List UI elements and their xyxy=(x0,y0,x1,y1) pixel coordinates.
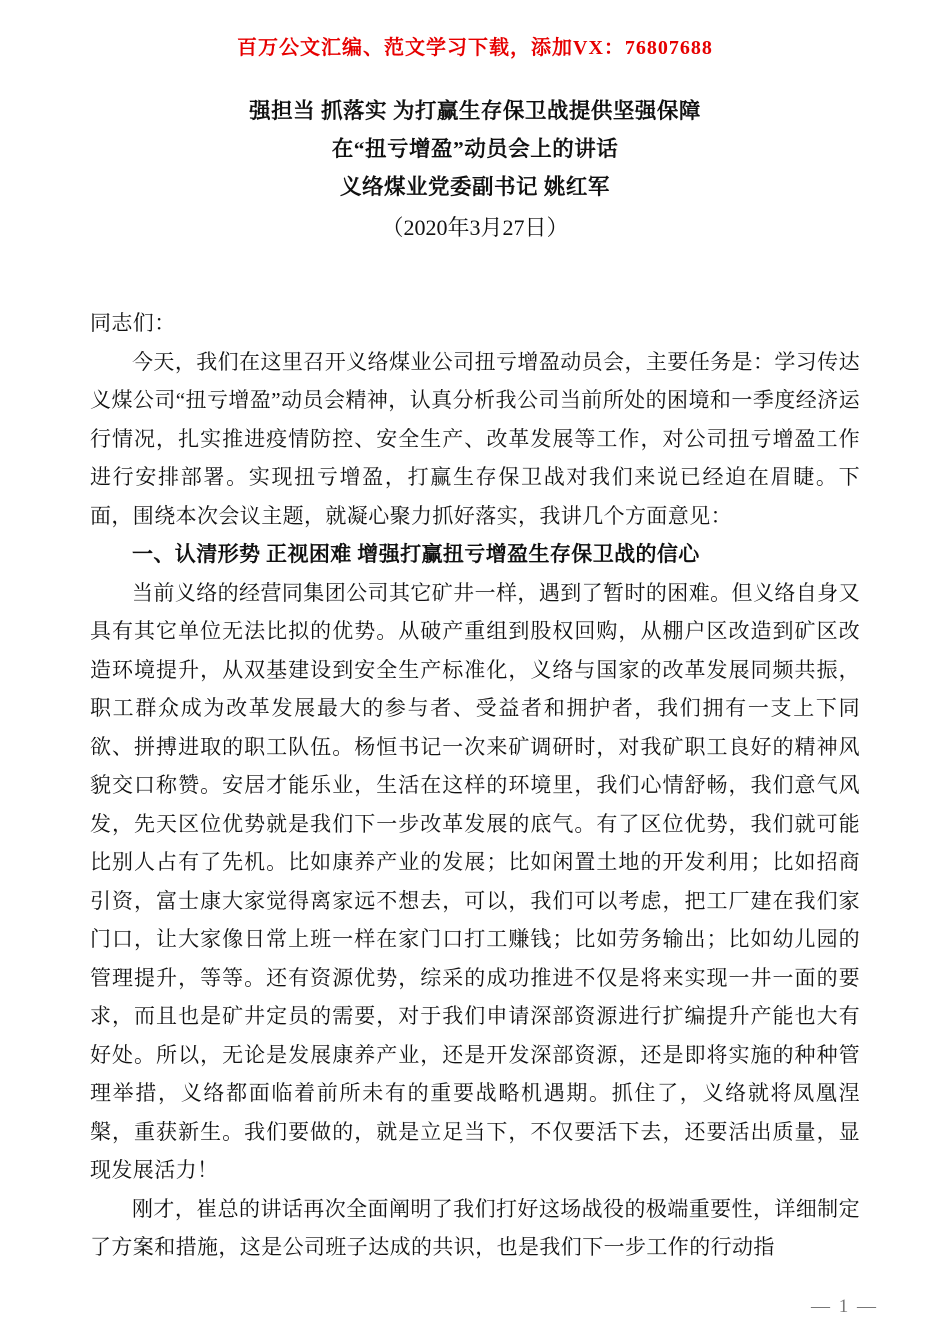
header-promo-text: 百万公文汇编、范文学习下载，添加VX：76807688 xyxy=(237,37,713,59)
document-body xyxy=(90,304,860,1267)
body-paragraph-2: 当前义络的经营同集团公司其它矿井一样，遇到了暂时的困难。但义络自身又具有其它单位无法比拟的优势。从破产重组到股权回购，从棚户区改造到矿区改造环境提升，从双基建设到安全生产标准化，义络与国家的改革发展同频共振，职工群众成为改革发展最大的参与者、受益者和拥护者，我们拥有一支上下同欲、拼搏进取的职工队伍。杨恒书记一次来矿调研时，对我矿职工良好的精神风貌交口称赞。安居才能乐业，生活在这样的环境里，我们心情舒畅，我们意气风发，先天区位优势就是我们下一步改革发展的底气。有了区位优势，我们就可能比别人占有了先机。比如康养产业的发展；比如闲置土地的开发利用；比如招商引资，富士康大家觉得离家远不想去，可以，我们可以考虑，把工厂建在我们家门口，让大家像日常上班一样在家门口打工赚钱；比如劳务输出；比如幼儿园的管理提升，等等。还有资源优势，综采的成功推进不仅是将来实现一井一面的要求，而且也是矿井定员的需要，对于我们申请深部资源进行扩编提升产能也大有好处。所以，无论是发展康养产业，还是开发深部资源，还是即将实施的种种管理举措，义络都面临着前所未有的重要战略机遇期。抓住了，义络就将凤凰涅槃，重获新生。我们要做的，就是立足当下，不仅要活下去，还要活出质量，显现发展活力！ xyxy=(90,580,860,1182)
title-block xyxy=(90,92,860,248)
doc-title-line-1: 强担当 抓落实 为打赢生存保卫战提供坚强保障 xyxy=(249,99,701,123)
salutation: 同志们： xyxy=(90,311,176,335)
page-number: — 1 — xyxy=(811,1296,878,1317)
body-paragraph-1: 今天，我们在这里召开义络煤业公司扭亏增盈动员会，主要任务是：学习传达义煤公司“扭亏增盈”动员会精神，认真分析我公司当前所处的困境和一季度经济运行情况，扎实推进疫情防控、安全生产、改革发展等工作，对公司扭亏增盈工作进行安排部署。实现扭亏增盈，打赢生存保卫战对我们来说已经迫在眉睫。下面，围绕本次会议主题，就凝心聚力抓好落实，我讲几个方面意见： xyxy=(90,349,860,528)
body-paragraph-3: 刚才，崔总的讲话再次全面阐明了我们打好这场战役的极端重要性，详细制定了方案和措施，这是公司班子达成的共识，也是我们下一步工作的行动指 xyxy=(90,1196,860,1259)
doc-date: （2020年3月27日） xyxy=(381,215,569,240)
section-heading-1: 一、认清形势 正视困难 增强打赢扭亏增盈生存保卫战的信心 xyxy=(132,542,700,566)
doc-title-line-3: 义络煤业党委副书记 姚红军 xyxy=(340,175,610,199)
doc-title-line-2: 在“扭亏增盈”动员会上的讲话 xyxy=(331,137,619,161)
